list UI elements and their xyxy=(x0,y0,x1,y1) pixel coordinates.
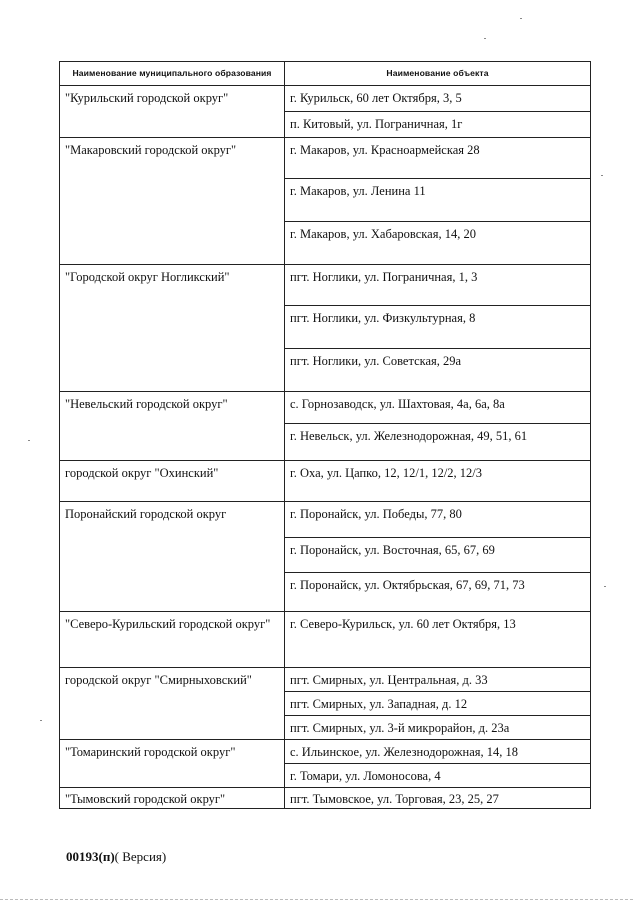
object-cell: г. Оха, ул. Цапко, 12, 12/1, 12/2, 12/3 xyxy=(285,461,591,502)
header-object: Наименование объекта xyxy=(285,62,591,86)
objects-table xyxy=(59,61,591,809)
municipality-cell: "Северо-Курильский городской округ" xyxy=(60,612,285,668)
municipality-cell: Поронайский городской округ xyxy=(60,502,285,612)
municipality-cell: "Курильский городской округ" xyxy=(60,86,285,138)
scan-speck xyxy=(520,18,522,19)
municipality-cell: "Макаровский городской округ" xyxy=(60,138,285,265)
object-cell: г. Курильск, 60 лет Октября, 3, 5 xyxy=(285,86,591,112)
scan-speck xyxy=(484,38,486,39)
object-cell: пгт. Тымовское, ул. Торговая, 23, 25, 27 xyxy=(285,788,591,809)
document-version: ( Версия) xyxy=(114,849,167,864)
table-row xyxy=(60,740,591,764)
table-header-row xyxy=(60,62,591,86)
document-footer xyxy=(66,849,166,865)
scan-speck xyxy=(40,720,42,721)
object-cell: г. Поронайск, ул. Восточная, 65, 67, 69 xyxy=(285,538,591,573)
object-cell: г. Макаров, ул. Ленина 11 xyxy=(285,179,591,222)
object-cell: пгт. Смирных, ул. Центральная, д. 33 xyxy=(285,668,591,692)
table-row xyxy=(60,788,591,809)
document-code: 00193(п) xyxy=(66,849,115,864)
object-cell: г. Поронайск, ул. Победы, 77, 80 xyxy=(285,502,591,538)
table-row xyxy=(60,86,591,112)
municipality-cell: "Городской округ Ногликский" xyxy=(60,265,285,392)
object-cell: г. Поронайск, ул. Октябрьская, 67, 69, 71, 73 xyxy=(285,573,591,612)
scan-speck xyxy=(601,175,603,176)
municipality-cell: "Тымовский городской округ" xyxy=(60,788,285,809)
object-cell: г. Томари, ул. Ломоносова, 4 xyxy=(285,764,591,788)
object-cell: пгт. Ноглики, ул. Советская, 29а xyxy=(285,349,591,392)
object-cell: с. Ильинское, ул. Железнодорожная, 14, 18 xyxy=(285,740,591,764)
table-row xyxy=(60,138,591,179)
table-row xyxy=(60,612,591,668)
municipality-cell: "Невельский городской округ" xyxy=(60,392,285,461)
object-cell: пгт. Смирных, ул. 3-й микрорайон, д. 23а xyxy=(285,716,591,740)
object-cell: п. Китовый, ул. Пограничная, 1г xyxy=(285,112,591,138)
object-cell: пгт. Ноглики, ул. Физкультурная, 8 xyxy=(285,306,591,349)
object-cell: пгт. Смирных, ул. Западная, д. 12 xyxy=(285,692,591,716)
object-cell: г. Северо-Курильск, ул. 60 лет Октября, 13 xyxy=(285,612,591,668)
table-row xyxy=(60,502,591,538)
object-cell: г. Макаров, ул. Красноармейская 28 xyxy=(285,138,591,179)
object-cell: г. Невельск, ул. Железнодорожная, 49, 51, 61 xyxy=(285,424,591,461)
scan-speck xyxy=(604,586,606,587)
header-municipality: Наименование муниципального образования xyxy=(60,62,285,86)
municipality-cell: городской округ "Смирныховский" xyxy=(60,668,285,740)
object-cell: пгт. Ноглики, ул. Пограничная, 1, 3 xyxy=(285,265,591,306)
table-row xyxy=(60,668,591,692)
object-cell: г. Макаров, ул. Хабаровская, 14, 20 xyxy=(285,222,591,265)
municipality-cell: городской округ "Охинский" xyxy=(60,461,285,502)
table-row xyxy=(60,265,591,306)
scan-edge xyxy=(0,899,633,901)
municipality-cell: "Томаринский городской округ" xyxy=(60,740,285,788)
table-row xyxy=(60,461,591,502)
scan-speck xyxy=(28,440,30,441)
table-row xyxy=(60,392,591,424)
object-cell: с. Горнозаводск, ул. Шахтовая, 4а, 6а, 8а xyxy=(285,392,591,424)
